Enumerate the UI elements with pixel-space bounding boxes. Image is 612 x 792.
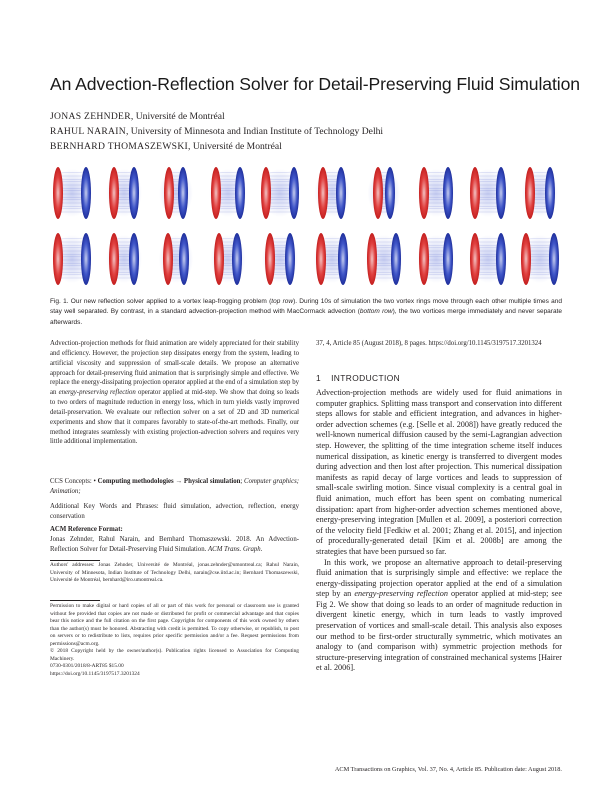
running-footer: ACM Transactions on Graphics, Vol. 37, No. 4, Article 85. Publication date: August 2018.	[334, 766, 562, 773]
ccs-secondary: Computer graphics; Animation;	[50, 478, 299, 495]
vortex-frame	[52, 233, 91, 285]
vortex-frame	[314, 233, 351, 285]
vortex-frame	[522, 167, 558, 219]
abstract-text: Advection-projection methods for fluid animation are widely appreciated for their stability and efficiency. However, the projection step dissipates energy from the system, leading to artificial viscosity and suppression of small-scale details. We propose an alternative approach for detail-preserving fluid animation that is surprisingly simple and effective. We replace the energy-dissipating projection operator applied at the end of a simulation step by an	[50, 340, 299, 397]
abstract-text: operator applied at mid-step. We show that doing so leads to two orders of magnitude reduction in energy loss, which in turn yields vastly improved detail-preservation. We evaluate our reflection solver on a set of 2D and 3D numerical experiments and show that it compares favorably to state-of-the-art methods. Finally, our method integrates seamlessly with existing projection-advection solvers and requires very little additional implementation.	[50, 389, 299, 446]
intro-paragraph-1: Advection-projection methods are widely used for fluid animations in computer graphics. Splitting mass transport and conservation into different steps allows for stable and efficient integration, and advances in higher-order advection schemes (e.g. [Selle et al. 2008]) have greatly reduced the well-known numerical diffusion caused by the semi-Lagrangian advection step. However, the splitting of the time integration scheme itself induces numerical dissipation, as kinetic energy is transferred to divergent modes during advection and then lost after projection. This numerical dissipation manifests as rapid decay of large vortices and leads to suppression of small-scale swirling motion. Since visual complexity is a central goal in fluid animation, much effort has been spent on combating numerical dissipation: apart from higher-order advection schemes mentioned above, energy-preserving integration [Mullen et al. 2009], a posteriori correction of the velocity field [Fedkiw et al. 2001; Zhang et al. 2015], and injection of procedurally-generated detail [Kim et al. 2008b] are among the strategies that have been pursued so far.	[316, 388, 562, 556]
author-affiliation: , Université de Montréal	[188, 141, 282, 152]
vortex-frame	[262, 233, 298, 285]
reference-text-continued: 37, 4, Article 85 (August 2018), 8 pages. https://doi.org/10.1145/3197517.3201324	[316, 340, 542, 347]
section-heading	[316, 373, 400, 383]
vortex-frame	[368, 167, 401, 219]
vortex-frame	[417, 233, 455, 285]
vortex-frame	[314, 167, 349, 219]
section-title: INTRODUCTION	[331, 373, 401, 383]
vortex-frame	[469, 167, 507, 219]
vortex-frame	[209, 167, 247, 219]
permission-text: Permission to make digital or hard copies of all or part of this work for personal or classroom use is granted without fee provided that copies are not made or distributed for profit or commercial advantage and that copies bear this notice and the full citation on the first page. Copyrights for components of this work owned by others than the author(s) must be honored. Abstracting with credit is permitted. To copy otherwise, or republish, to post on servers or to redistribute to lists, requires prior specific permission and/or a fee. Request permissions from permissions@acm.org.	[50, 603, 299, 647]
ccs-primary: Computing methodologies → Physical simulation	[97, 478, 241, 485]
addresses-text: Authors' addresses: Jonas Zehnder, Université de Montréal, jonas.zehnder@umontreal.ca; Rahul Narain, University of Minnesota, Indian Institute of Technology Delhi, narain@cse.iitd.ac.in; Bernhard Thomaszewski, Université de Montréal, bernhard@iro.umontreal.ca.	[50, 562, 299, 583]
caption-emphasis: bottom row	[359, 308, 393, 316]
reference-text: Jonas Zehnder, Rahul Narain, and Bernhard Thomaszewski. 2018. An Advection-Reflection Solver for Detail-Preserving Fluid Simulation.	[50, 535, 299, 553]
vortex-frame	[469, 233, 507, 285]
intro-emphasis: energy-preserving reflection	[354, 589, 448, 599]
vortex-frame	[365, 233, 403, 285]
teaser-top-row	[52, 167, 558, 219]
teaser-bottom-row	[52, 233, 559, 285]
ccs-separator: ;	[240, 478, 245, 485]
author-affiliation: , Université de Montréal	[130, 111, 225, 122]
author-name: RAHUL NARAIN	[50, 126, 126, 137]
author-1	[50, 109, 383, 124]
caption-text: Our new reflection solver applied to a vortex leap-frogging problem (	[68, 298, 272, 305]
footnote-divider	[50, 560, 100, 561]
author-list	[50, 109, 383, 154]
permission-divider	[50, 600, 100, 601]
keywords-text: Additional Key Words and Phrases: fluid simulation, advection, reflection, energy conservation	[50, 503, 299, 520]
author-affiliation: , University of Minnesota and Indian Institute of Technology Delhi	[126, 126, 384, 137]
reference-continued	[316, 339, 562, 349]
teaser-figure	[50, 160, 562, 293]
vortex-frame	[106, 233, 142, 285]
abstract-emphasis: energy-preserving reflection	[58, 389, 136, 397]
vortex-frame	[520, 233, 559, 285]
permission-block	[50, 603, 299, 678]
vortex-frame	[159, 167, 193, 219]
section-number: 1	[316, 373, 322, 383]
figure-caption	[50, 297, 562, 328]
caption-emphasis: top row	[271, 298, 294, 305]
doi-text: https://doi.org/10.1145/3197517.3201324	[50, 670, 140, 677]
vortex-frame	[52, 167, 91, 219]
vortex-frame	[159, 233, 193, 285]
caption-text: ). During 10s of simulation the two vortex rings move through each other multiple times and stay well separated. By contrast, in a standard advection-projection method with MacCormack advection (	[50, 298, 562, 316]
issn-text: 0730-0301/2018/8-ART85 $15.00	[50, 663, 124, 669]
vortex-frame	[260, 167, 299, 219]
caption-label: Fig. 1.	[50, 298, 69, 305]
vortex-frame	[210, 233, 245, 285]
vortex-frame	[106, 167, 142, 219]
author-name: JONAS ZEHNDER	[50, 111, 131, 122]
intro-paragraph-2: In this work, we propose an alternative approach to detail-preserving fluid animation that is surprisingly simple and effective: we replace the energy-dissipating projection operator applied at the end of a simulation step by an	[316, 557, 562, 599]
paper-title: An Advection-Reflection Solver for Detail-Preserving Fluid Simulation	[50, 74, 580, 94]
author-3	[50, 139, 383, 154]
copyright-text: © 2018 Copyright held by the owner/author(s). Publication rights licensed to Association for Computing Machinery.	[50, 648, 299, 662]
introduction-body	[316, 388, 562, 674]
author-addresses	[50, 562, 299, 585]
acm-reference	[50, 525, 299, 555]
author-name: BERNHARD THOMASZEWSKI	[50, 141, 189, 152]
caption-text: ), the two vortices merge immediately and never separate afterwards.	[50, 308, 563, 326]
reference-journal: ACM Trans. Graph.	[208, 545, 263, 553]
abstract	[50, 339, 299, 447]
author-2	[50, 124, 383, 139]
ccs-label: CCS Concepts: •	[50, 478, 98, 485]
reference-heading: ACM Reference Format:	[50, 526, 123, 533]
keywords	[50, 502, 299, 522]
vortex-frame	[417, 167, 455, 219]
ccs-concepts	[50, 477, 299, 497]
intro-paragraph-2-cont: operator applied at mid-step; see Fig 2. We show that doing so leads to an order of magnitude reduction in divergent kinetic energy, which in turn leads to vastly improved preservation of vortices and small-scale detail. This analysis also exposes our method to be first-order structurally symmetric, which motivates an analogy to (and comparison with) symmetric projection methods for structure-preserving integration of constrained mechanical systems [Hairer et al. 2006].	[316, 589, 562, 673]
